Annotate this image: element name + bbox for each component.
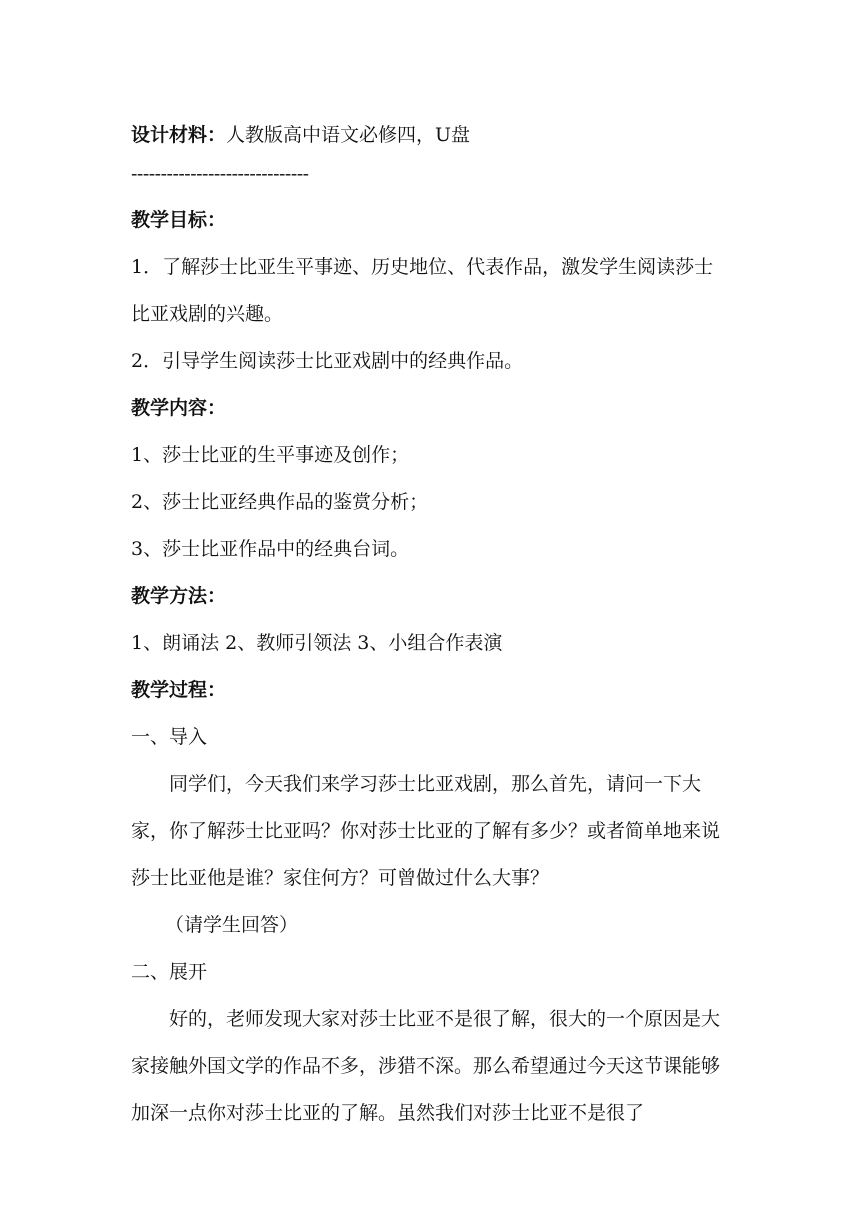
content-heading: 教学内容： <box>131 397 227 419</box>
intro-paragraph: 同学们，今天我们来学习莎士比亚戏剧，那么首先，请问一下大家，你了解莎士比亚吗？你对莎士比亚的了解有多少？或者简单地来说莎士比亚他是谁？家住何方？可曾做过什么大事？ <box>131 773 721 889</box>
materials-line <box>131 112 731 159</box>
materials-label: 设计材料： <box>131 124 227 146</box>
content-item-1: 1、莎士比亚的生平事迹及创作； <box>131 444 410 466</box>
student-answer-note: （请学生回答） <box>165 914 299 936</box>
materials-text: 人教版高中语文必修四，U盘 <box>226 124 471 146</box>
methods-text: 1、朗诵法 2、教师引领法 3、小组合作表演 <box>131 632 503 654</box>
content-item-3: 3、莎士比亚作品中的经典台词。 <box>131 538 410 560</box>
expand-paragraph: 好的，老师发现大家对莎士比亚不是很了解，很大的一个原因是大家接触外国文学的作品不多，涉猎不深。那么希望通过今天这节课能够加深一点你对莎士比亚的了解。虽然我们对莎士比亚不是很了 <box>131 1008 721 1124</box>
section-title-expand: 二、展开 <box>131 961 208 983</box>
objective-item-2: 2．引导学生阅读莎士比亚戏剧中的经典作品。 <box>131 350 524 372</box>
methods-heading: 教学方法： <box>131 585 227 607</box>
content-item-2: 2、莎士比亚经典作品的鉴赏分析； <box>131 491 429 513</box>
document-body <box>131 112 731 1137</box>
section-title-intro: 一、导入 <box>131 726 208 748</box>
separator-line: ------------------------------ <box>131 163 309 185</box>
objective-item-1: 1．了解莎士比亚生平事迹、历史地位、代表作品，激发学生阅读莎士比亚戏剧的兴趣。 <box>131 256 714 325</box>
process-heading: 教学过程： <box>131 679 227 701</box>
objectives-heading: 教学目标： <box>131 209 227 231</box>
